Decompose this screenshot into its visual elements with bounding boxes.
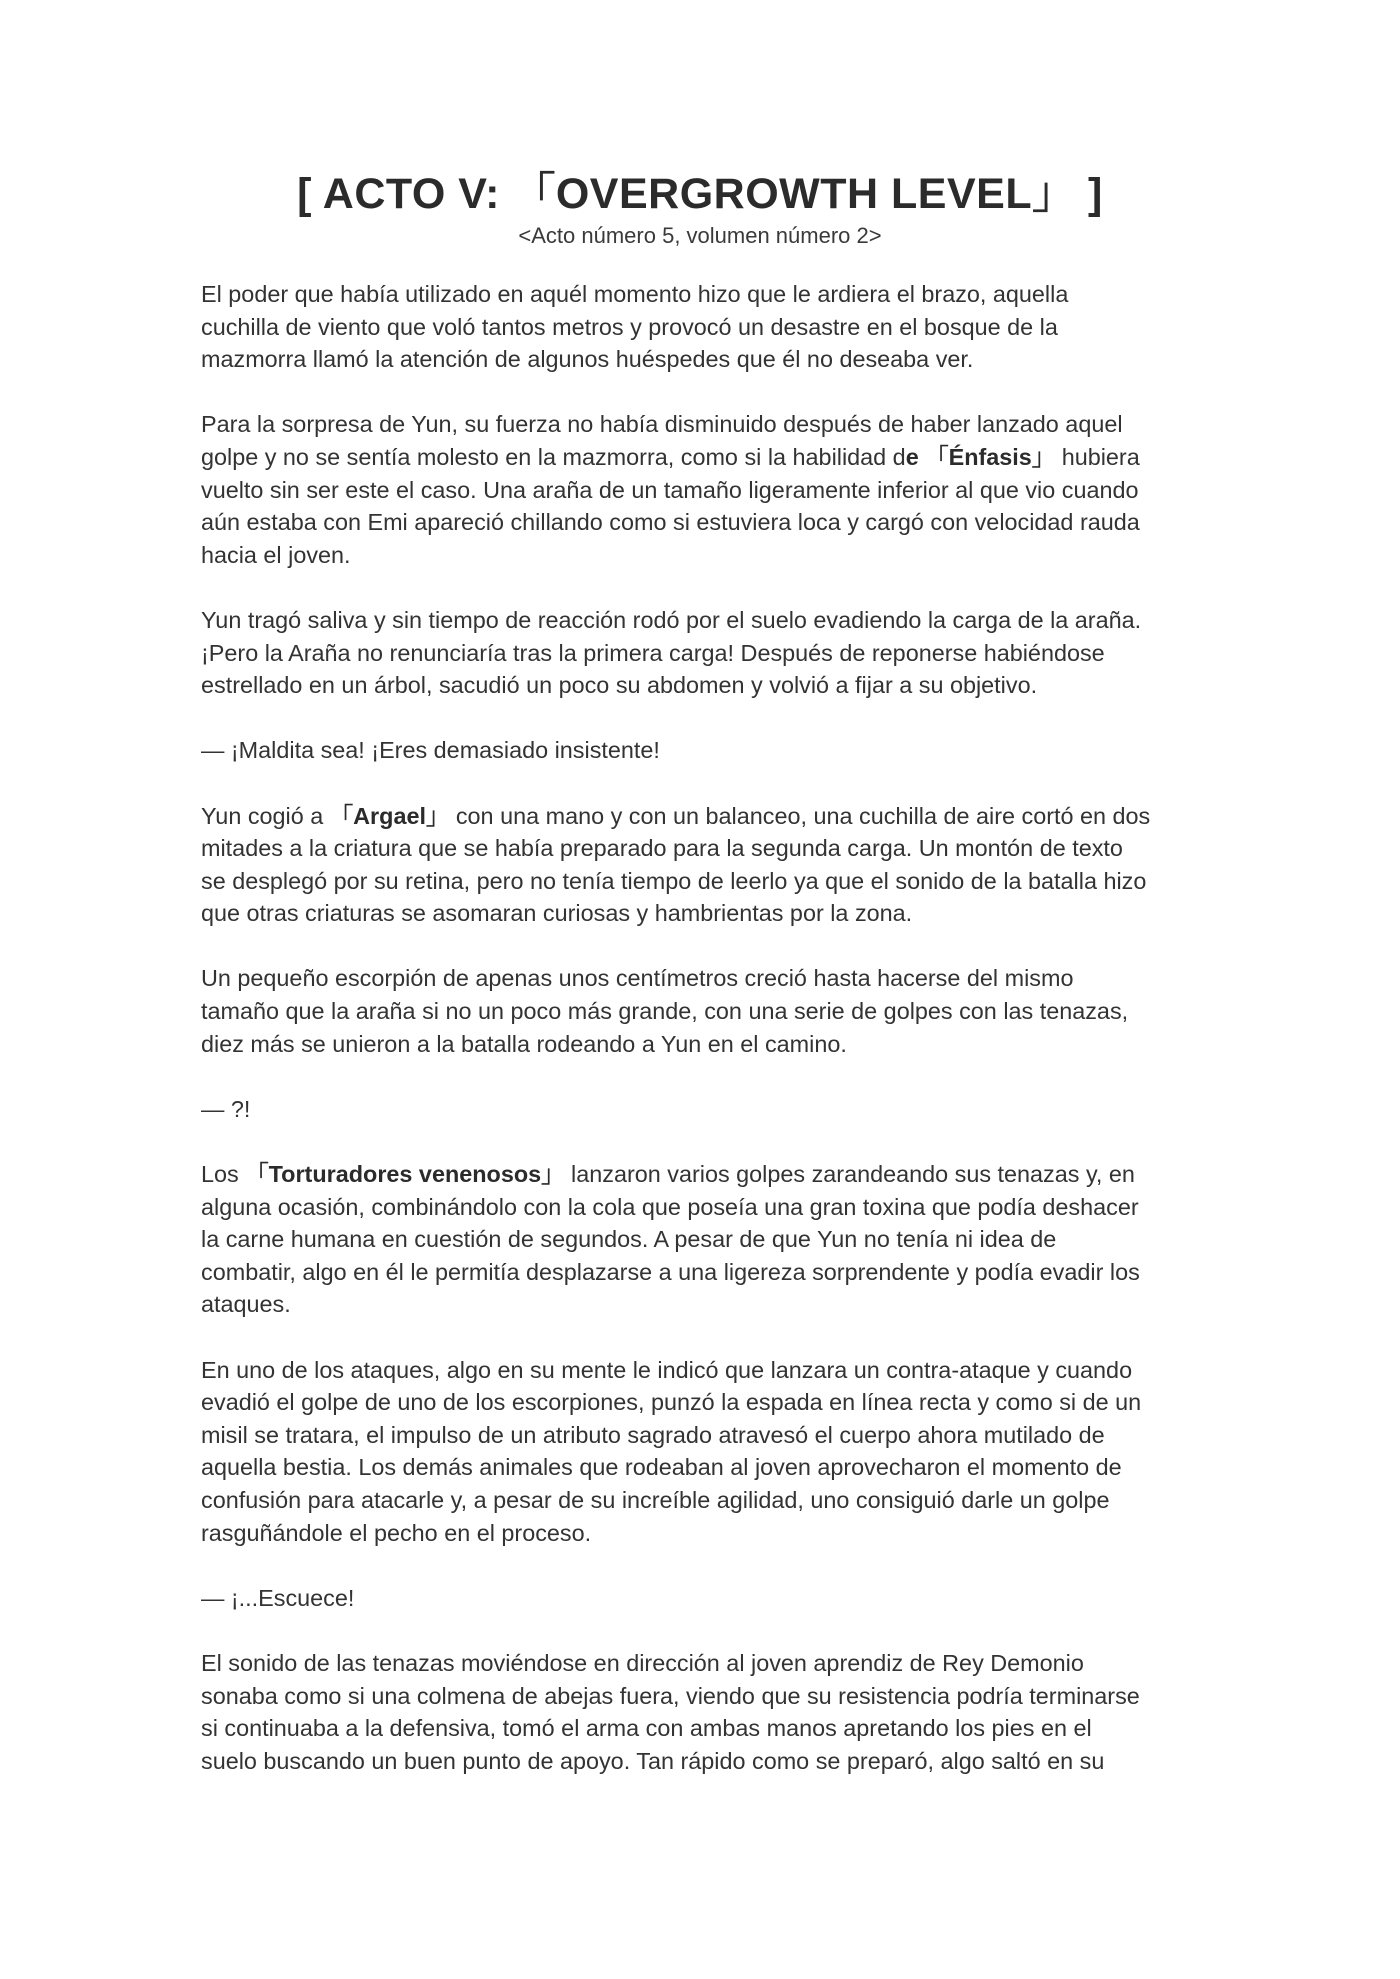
page-title: [ ACTO V: 「OVERGROWTH LEVEL」 ]	[297, 170, 1103, 218]
text-run: mitades a la criatura que se había preparado para la segunda carga. Un montón de texto	[201, 835, 1123, 862]
text-line	[201, 1386, 1211, 1419]
document-body	[201, 278, 1211, 1810]
paragraph	[201, 1582, 1211, 1615]
text-line	[201, 1419, 1211, 1452]
text-line	[201, 441, 1211, 474]
text-run: si continuaba a la defensiva, tomó el arma con ambas manos apretando los pies en el	[201, 1715, 1092, 1742]
text-run: alguna ocasión, combinándolo con la cola que poseía una gran toxina que podía deshacer	[201, 1193, 1139, 1220]
text-line	[201, 506, 1211, 539]
emphasized-term: 「Argael」	[329, 802, 450, 829]
text-run: Los	[201, 1161, 246, 1188]
text-run: con una mano y con un balanceo, una cuchilla de aire cortó en dos	[449, 802, 1151, 829]
text-line	[201, 1582, 1211, 1615]
text-run: confusión para atacarle y, a pesar de su increíble agilidad, uno consiguió darle un golpe	[201, 1486, 1110, 1513]
text-run: En uno de los ataques, algo en su mente le indicó que lanzara un contra-ataque y cuando	[201, 1356, 1133, 1383]
text-run: combatir, algo en él le permitía desplazarse a una ligereza sorprendente y podía evadir los	[201, 1258, 1140, 1285]
text-run: El poder que había utilizado en aquél momento hizo que le ardiera el brazo, aquella	[201, 281, 1069, 307]
text-line	[201, 897, 1211, 930]
text-run: la carne humana en cuestión de segundos. A pesar de que Yun no tenía ni idea de	[201, 1226, 1057, 1253]
text-line	[201, 539, 1211, 572]
text-line	[201, 734, 1211, 767]
text-run: tamaño que la araña si no un poco más grande, con una serie de golpes con las tenazas,	[201, 998, 1129, 1025]
text-line	[201, 604, 1211, 637]
paragraph	[201, 1647, 1211, 1777]
text-run: suelo buscando un buen punto de apoyo. Tan rápido como se preparó, algo saltó en su	[201, 1747, 1105, 1774]
text-line	[201, 1517, 1211, 1550]
text-line	[201, 1647, 1211, 1680]
text-line	[201, 1158, 1211, 1191]
text-run: misil se tratara, el impulso de un atributo sagrado atravesó el cuerpo ahora mutilado de	[201, 1421, 1105, 1448]
text-line	[201, 311, 1211, 344]
text-run: rasguñándole el pecho en el proceso.	[201, 1519, 592, 1546]
text-run: golpe y no se sentía molesto en la mazmorra, como si la habilidad d	[201, 443, 906, 470]
text-line	[201, 343, 1211, 376]
text-line	[201, 278, 1211, 311]
text-run: aún estaba con Emi apareció chillando como si estuviera loca y cargó con velocidad rauda	[201, 509, 1140, 536]
text-line	[201, 1712, 1211, 1745]
text-line	[201, 1223, 1211, 1256]
text-line	[201, 1191, 1211, 1224]
text-run: hacia el joven.	[201, 541, 351, 568]
text-run: diez más se unieron a la batalla rodeando a Yun en el camino.	[201, 1030, 847, 1057]
text-line	[201, 865, 1211, 898]
text-run: se desplegó por su retina, pero no tenía tiempo de leerlo ya que el sonido de la batalla hizo	[201, 867, 1147, 894]
paragraph	[201, 604, 1211, 702]
text-run: Para la sorpresa de Yun, su fuerza no había disminuido después de haber lanzado aquel	[201, 411, 1123, 438]
text-line	[201, 637, 1211, 670]
text-run: — ¡Maldita sea! ¡Eres demasiado insistente!	[201, 737, 660, 764]
text-run: aquella bestia. Los demás animales que rodeaban al joven aprovecharon el momento de	[201, 1454, 1122, 1481]
text-run: que otras criaturas se asomaran curiosas y hambrientas por la zona.	[201, 900, 913, 927]
page-subtitle: <Acto número 5, volumen número 2>	[518, 223, 882, 248]
text-run: Yun cogió a	[201, 802, 330, 829]
text-line	[201, 832, 1211, 865]
text-line	[201, 408, 1211, 441]
text-run: cuchilla de viento que voló tantos metros y provocó un desastre en el bosque de la	[201, 313, 1058, 340]
paragraph	[201, 800, 1211, 930]
text-line	[201, 474, 1211, 507]
text-run: estrellado en un árbol, sacudió un poco su abdomen y volvió a fijar a su objetivo.	[201, 672, 1038, 699]
text-run: Yun tragó saliva y sin tiempo de reacción rodó por el suelo evadiendo la carga de la araña.	[201, 606, 1142, 633]
text-run: ¡Pero la Araña no renunciaría tras la primera carga! Después de reponerse habiéndose	[201, 639, 1105, 666]
text-line	[201, 1256, 1211, 1289]
text-run: Un pequeño escorpión de apenas unos centímetros creció hasta hacerse del mismo	[201, 965, 1074, 992]
paragraph	[201, 408, 1211, 571]
text-line	[201, 1354, 1211, 1387]
emphasized-term: e 「Énfasis」	[905, 443, 1056, 470]
text-line	[201, 995, 1211, 1028]
text-line	[201, 1451, 1211, 1484]
paragraph	[201, 1354, 1211, 1550]
text-line	[201, 1028, 1211, 1061]
emphasized-term: 「Torturadores venenosos」	[245, 1161, 565, 1188]
paragraph	[201, 1158, 1211, 1321]
document-header	[0, 168, 1400, 250]
text-line	[201, 1484, 1211, 1517]
paragraph	[201, 734, 1211, 767]
text-line	[201, 1288, 1211, 1321]
text-line	[201, 1745, 1211, 1778]
paragraph	[201, 962, 1211, 1060]
text-run: hubiera	[1055, 443, 1140, 470]
text-run: lanzaron varios golpes zarandeando sus tenazas y, en	[564, 1161, 1135, 1188]
paragraph	[201, 278, 1211, 376]
text-run: mazmorra llamó la atención de algunos huéspedes que él no deseaba ver.	[201, 346, 974, 373]
text-run: — ?!	[201, 1095, 251, 1122]
text-line	[201, 669, 1211, 702]
text-run: ataques.	[201, 1291, 291, 1318]
text-line	[201, 1093, 1211, 1126]
text-line	[201, 800, 1211, 833]
text-run: El sonido de las tenazas moviéndose en dirección al joven aprendiz de Rey Demonio	[201, 1649, 1084, 1676]
text-line	[201, 962, 1211, 995]
text-run: sonaba como si una colmena de abejas fuera, viendo que su resistencia podría terminarse	[201, 1682, 1140, 1709]
text-run: vuelto sin ser este el caso. Una araña de un tamaño ligeramente inferior al que vio cuando	[201, 476, 1139, 503]
text-line	[201, 1680, 1211, 1713]
paragraph	[201, 1093, 1211, 1126]
text-run: — ¡...Escuece!	[201, 1584, 355, 1611]
text-run: evadió el golpe de uno de los escorpiones, punzó la espada en línea recta y como si de un	[201, 1389, 1142, 1416]
